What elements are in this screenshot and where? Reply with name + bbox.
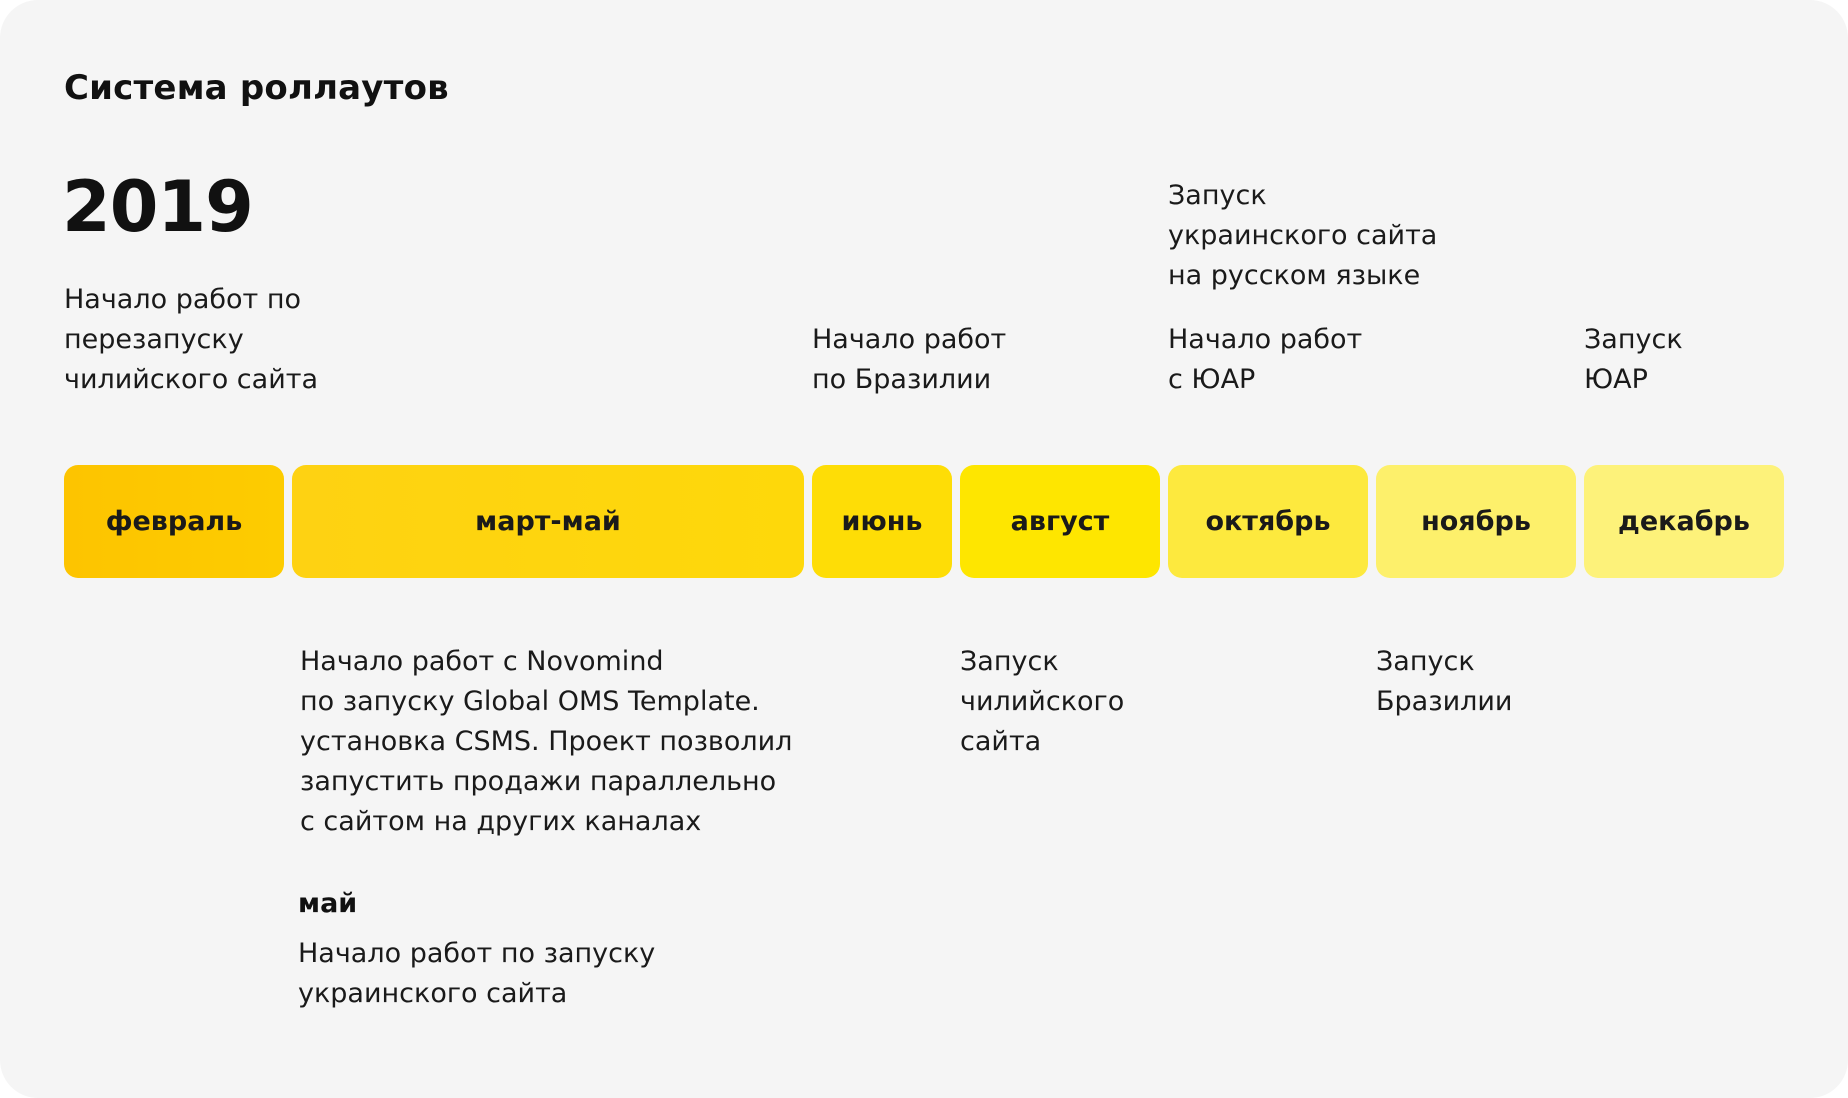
- page-title: Система роллаутов: [64, 68, 449, 108]
- month-march-may: [292, 465, 804, 578]
- year-heading: 2019: [62, 166, 253, 248]
- month-label: октябрь: [1205, 506, 1331, 537]
- month-label: ноябрь: [1421, 506, 1531, 537]
- event-ukraine-start: Начало работ по запуску украинского сайта: [298, 938, 656, 1009]
- month-june: [812, 465, 952, 578]
- month-october: [1168, 465, 1368, 578]
- event-brazil-start: Начало работ по Бразилии: [812, 324, 1007, 395]
- month-label: февраль: [105, 506, 243, 537]
- event-novomind-oms: Начало работ с Novomind по запуску Global OMS Template. установка CSMS. Проект позволил запустить продажи параллельно с сайтом на других каналах: [300, 646, 793, 837]
- month-august: [960, 465, 1160, 578]
- month-december: [1584, 465, 1784, 578]
- event-chile-launch: Запуск чилийского сайта: [960, 646, 1125, 757]
- event-chile-relaunch-start: Начало работ по перезапуску чилийского сайта: [64, 284, 319, 395]
- event-brazil-launch: Запуск Бразилии: [1376, 646, 1513, 717]
- event-south-africa-start: Начало работ с ЮАР: [1168, 324, 1363, 395]
- month-february: [64, 465, 284, 578]
- sub-event-month: май: [298, 888, 358, 919]
- month-label: март-май: [475, 506, 621, 537]
- month-label: июнь: [841, 506, 923, 537]
- month-november: [1376, 465, 1576, 578]
- event-ukraine-russian-launch: Запуск украинского сайта на русском языке: [1168, 180, 1438, 291]
- month-label: декабрь: [1618, 506, 1750, 537]
- month-label: август: [1010, 506, 1110, 537]
- event-south-africa-launch: Запуск ЮАР: [1584, 324, 1683, 395]
